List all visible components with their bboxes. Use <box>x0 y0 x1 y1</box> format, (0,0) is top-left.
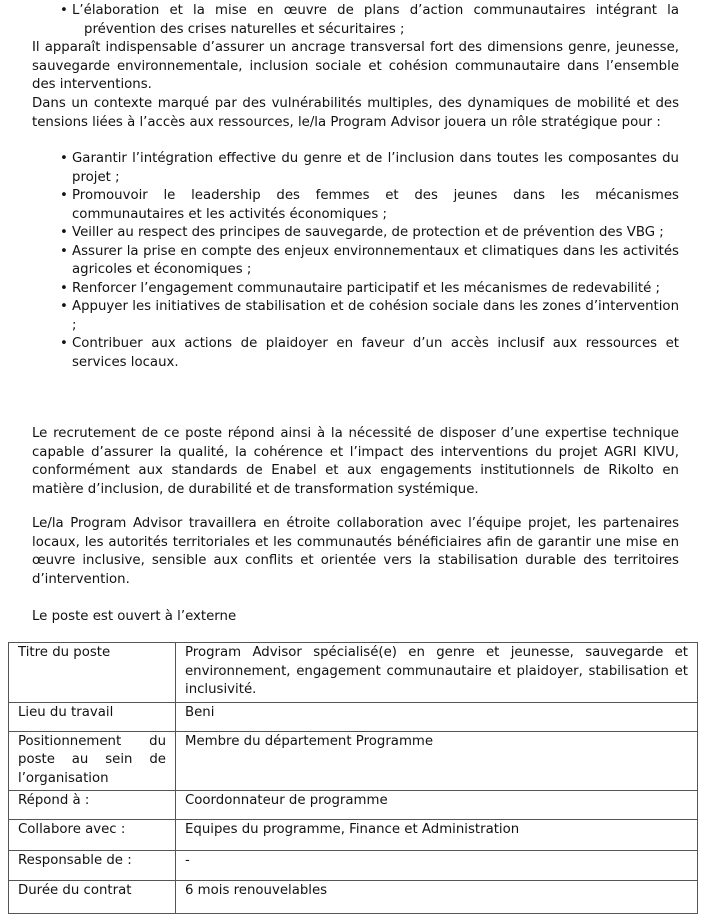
table-row <box>9 702 698 731</box>
paragraph-recruitment: Le recrutement de ce poste répond ainsi à la nécessité de disposer d’une expertise technique capable d’assurer la qualité, la cohérence et l’impact des interventions du projet AGRI KIVU, conformément aux standards de Enabel et aux engagements institutionnels de Rikolto en matière d’inclusion, de durabilité et de transformation systémique. <box>32 426 679 497</box>
row-value: 6 mois renouvelables <box>176 881 698 914</box>
role-bullet-item <box>60 187 679 224</box>
row-label: Collabore avec : <box>9 820 176 851</box>
bullet-icon: • <box>60 243 68 259</box>
table-row <box>9 791 698 820</box>
row-label: Responsable de : <box>9 851 176 881</box>
role-bullet-text: Promouvoir le leadership des femmes et des jeunes dans les mécanismes communautaires et les activités économiques ; <box>72 188 679 222</box>
paragraph-context: Dans un contexte marqué par des vulnérabilités multiples, des dynamiques de mobilité et des tensions liées à l’accès aux ressources, le/la Program Advisor jouera un rôle stratégique pour : <box>32 96 679 130</box>
row-value: Coordonnateur de programme <box>176 791 698 820</box>
table-row <box>9 731 698 791</box>
role-bullet-text: Appuyer les initiatives de stabilisation et de cohésion sociale dans les zones d’intervention ; <box>72 299 679 333</box>
intro-bullet-list <box>60 2 679 39</box>
role-bullet-text: Garantir l’intégration effective du genre et de l’inclusion dans toutes les composantes du projet ; <box>72 151 679 185</box>
role-bullet-item <box>60 224 679 243</box>
role-bullet-text: Veiller au respect des principes de sauvegarde, de protection et de prévention des VBG ; <box>72 225 664 240</box>
bullet-icon: • <box>60 225 68 240</box>
paragraph-anchrage: Il apparaît indispensable d’assurer un ancrage transversal fort des dimensions genre, jeunesse, sauvegarde environnementale, inclusion sociale et cohésion communautaire dans l’ensemble des interventions. <box>32 40 679 92</box>
row-label: Positionnement du poste au sein de l’organisation <box>9 731 176 791</box>
role-bullet-item <box>60 150 679 187</box>
row-value: Equipes du programme, Finance et Administration <box>176 820 698 851</box>
role-bullet-list <box>60 150 679 372</box>
table-row <box>9 851 698 881</box>
job-info-table <box>8 642 698 914</box>
row-value: Program Advisor spécialisé(e) en genre et jeunesse, sauvegarde et environnement, engagement communautaire et plaidoyer, stabilisation et inclusivité. <box>176 643 698 703</box>
row-value: Membre du département Programme <box>176 731 698 791</box>
role-bullet-text: Assurer la prise en compte des enjeux environnementaux et climatiques dans les activités agricoles et économiques ; <box>72 243 679 277</box>
bullet-icon: • <box>60 299 68 314</box>
role-bullet-item <box>60 335 679 372</box>
role-bullet-text: Contribuer aux actions de plaidoyer en faveur d’un accès inclusif aux ressources et services locaux. <box>72 336 679 370</box>
row-label: Lieu du travail <box>9 702 176 731</box>
row-label: Répond à : <box>9 791 176 820</box>
bullet-icon: • <box>60 280 68 296</box>
paragraph-open-externally: Le poste est ouvert à l’externe <box>32 609 237 624</box>
row-label: Durée du contrat <box>9 881 176 914</box>
bullet-icon: • <box>60 336 68 351</box>
table-row <box>9 820 698 851</box>
role-bullet-text: Renforcer l’engagement communautaire participatif et les mécanismes de redevabilité ; <box>72 280 661 296</box>
bullet-icon: • <box>60 3 68 18</box>
row-label: Titre du poste <box>9 643 176 703</box>
intro-bullet-item <box>60 2 679 39</box>
bullet-icon: • <box>60 151 68 166</box>
role-bullet-item <box>60 243 679 280</box>
row-value: - <box>176 851 698 881</box>
table-row <box>9 643 698 703</box>
row-value: Beni <box>176 702 698 731</box>
table-row <box>9 881 698 914</box>
intro-bullet-line1: L’élaboration et la mise en œuvre de plans d’action communautaires intégrant la <box>72 3 679 18</box>
paragraph-collaboration: Le/la Program Advisor travaillera en étroite collaboration avec l’équipe projet, les partenaires locaux, les autorités territoriales et les communautés bénéficiaires afin de garantir une mise en œuvre inclusive, sensible aux conflits et orientée vers la stabilisation durable des territoires d’intervention. <box>32 516 679 587</box>
intro-bullet-line2: prévention des crises naturelles et sécuritaires ; <box>84 21 405 37</box>
role-bullet-item <box>60 280 679 299</box>
role-bullet-item <box>60 298 679 335</box>
bullet-icon: • <box>60 188 68 203</box>
